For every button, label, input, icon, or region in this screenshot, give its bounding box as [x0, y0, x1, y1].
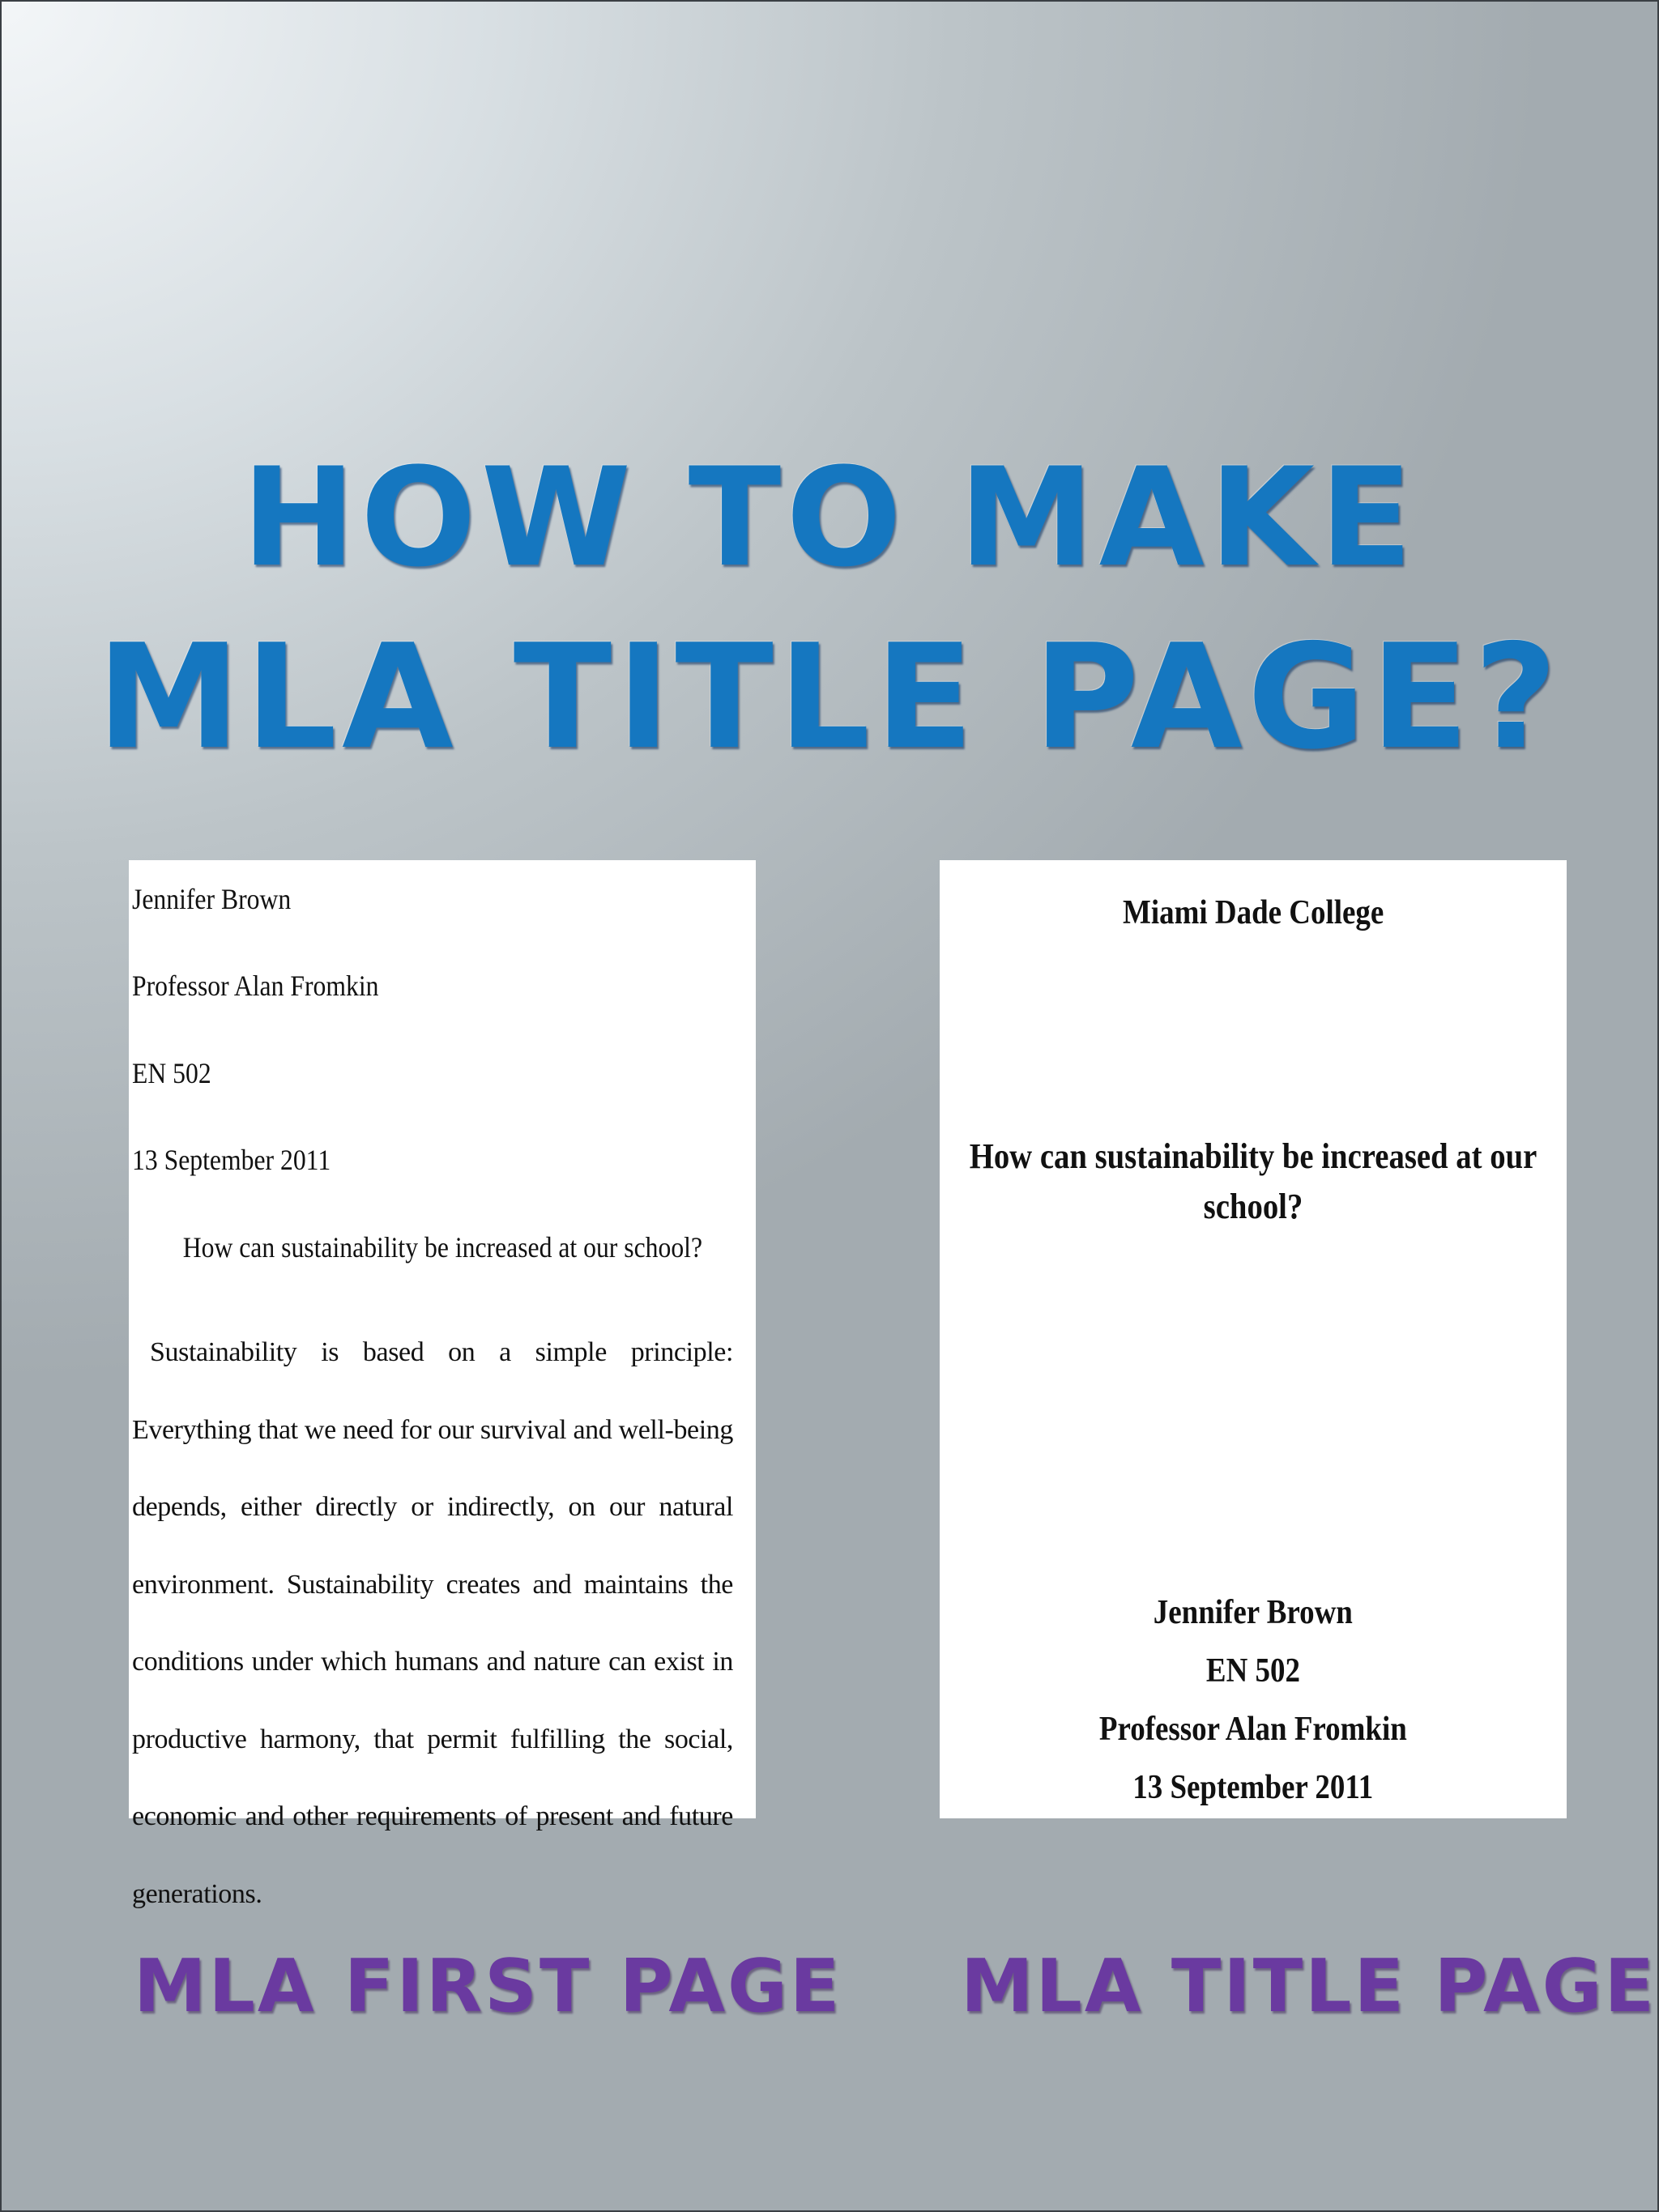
- title-page-author: [940, 1596, 1567, 1630]
- slide-title-line-2: MLA TITLE PAGE?: [96, 613, 1563, 781]
- title-page-course: [940, 1654, 1567, 1688]
- title-page-author-text: Jennifer Brown: [1153, 1594, 1354, 1631]
- paper-body-paragraph: Sustainability is based on a simple principle: Everything that we need for our survival and well-being depends, either directly or indirectly, on our natural environment. Sustainability creates and maintains the conditions under which humans and nature can exist in productive harmony, that permit fulfilling the social, economic and other requirements of present and future generations.: [132, 1337, 733, 1909]
- heading-course: EN 502: [132, 1057, 211, 1089]
- mla-title-page-example: [940, 860, 1567, 1818]
- institution-name: [940, 896, 1567, 930]
- caption-mla-title-page: MLA TITLE PAGE: [961, 1944, 1657, 2029]
- paper-title-text: How can sustainability be increased at our school?: [182, 1231, 702, 1264]
- heading-date: 13 September 2011: [132, 1144, 331, 1176]
- heading-professor: Professor Alan Fromkin: [132, 970, 379, 1002]
- title-page-question-text: How can sustainability be increased at our school?: [969, 1136, 1537, 1226]
- title-page-question: [940, 1132, 1567, 1232]
- title-page-professor: [940, 1712, 1567, 1746]
- paper-title: [129, 1233, 756, 1262]
- title-page-course-text: EN 502: [1205, 1652, 1301, 1690]
- title-page-professor-text: Professor Alan Fromkin: [1099, 1711, 1407, 1748]
- heading-student-name: Jennifer Brown: [132, 883, 292, 915]
- institution-name-text: Miami Dade College: [1122, 894, 1384, 931]
- title-page-date-text: 13 September 2011: [1132, 1769, 1374, 1806]
- slide-title-line-1: HOW TO MAKE: [241, 438, 1418, 597]
- mla-first-page-example: [129, 860, 756, 1909]
- caption-mla-first-page: MLA FIRST PAGE: [134, 1944, 842, 2029]
- title-page-date: [940, 1771, 1567, 1805]
